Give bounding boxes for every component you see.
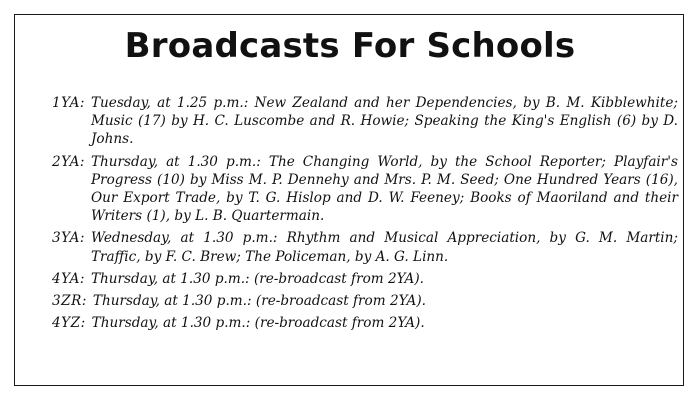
broadcast-list — [52, 94, 678, 336]
station-code: 4YZ: — [52, 315, 86, 332]
station-code: 4YA: — [52, 270, 85, 287]
broadcast-details: Thursday, at 1.30 p.m.: (re-broadcast from 2YA). — [91, 315, 425, 332]
list-item-2ya — [52, 153, 678, 226]
list-item-3zr — [52, 292, 678, 310]
list-item-1ya — [52, 94, 678, 149]
list-item-4yz — [52, 314, 678, 332]
broadcast-details: Tuesday, at 1.25 p.m.: New Zealand and her Dependencies, by B. M. Kibblewhite; Music (17) by H. C. Luscombe and R. Howie; Speaking the King's English (6) by D. Johns. — [90, 95, 678, 148]
list-item-3ya — [52, 229, 678, 265]
station-code: 1YA: — [52, 95, 85, 111]
list-item-4ya — [52, 270, 678, 288]
page-title: Broadcasts For Schools — [124, 26, 576, 66]
broadcast-details: Thursday, at 1.30 p.m.: (re-broadcast from 2YA). — [92, 293, 426, 310]
broadcast-details: Thursday, at 1.30 p.m.: The Changing World, by the School Reporter; Playfair's Progress (10) by Miss M. P. Dennehy and Mrs. P. M. Seed; One Hundred Years (16), Our Export Trade, by T. G. Hislop and D. W. Feeney; Books of Maoriland and their Writers (1), by L. B. Quartermain. — [90, 153, 678, 225]
station-code: 3YA: — [52, 230, 85, 247]
broadcast-details: Thursday, at 1.30 p.m.: (re-broadcast from 2YA). — [90, 270, 424, 287]
broadcast-details: Wednesday, at 1.30 p.m.: Rhythm and Musical Appreciation, by G. M. Martin; Traffic, by F. C. Brew; The Policeman, by A. G. Linn. — [90, 230, 678, 265]
station-code: 2YA: — [52, 153, 85, 170]
station-code: 3ZR: — [52, 293, 87, 310]
